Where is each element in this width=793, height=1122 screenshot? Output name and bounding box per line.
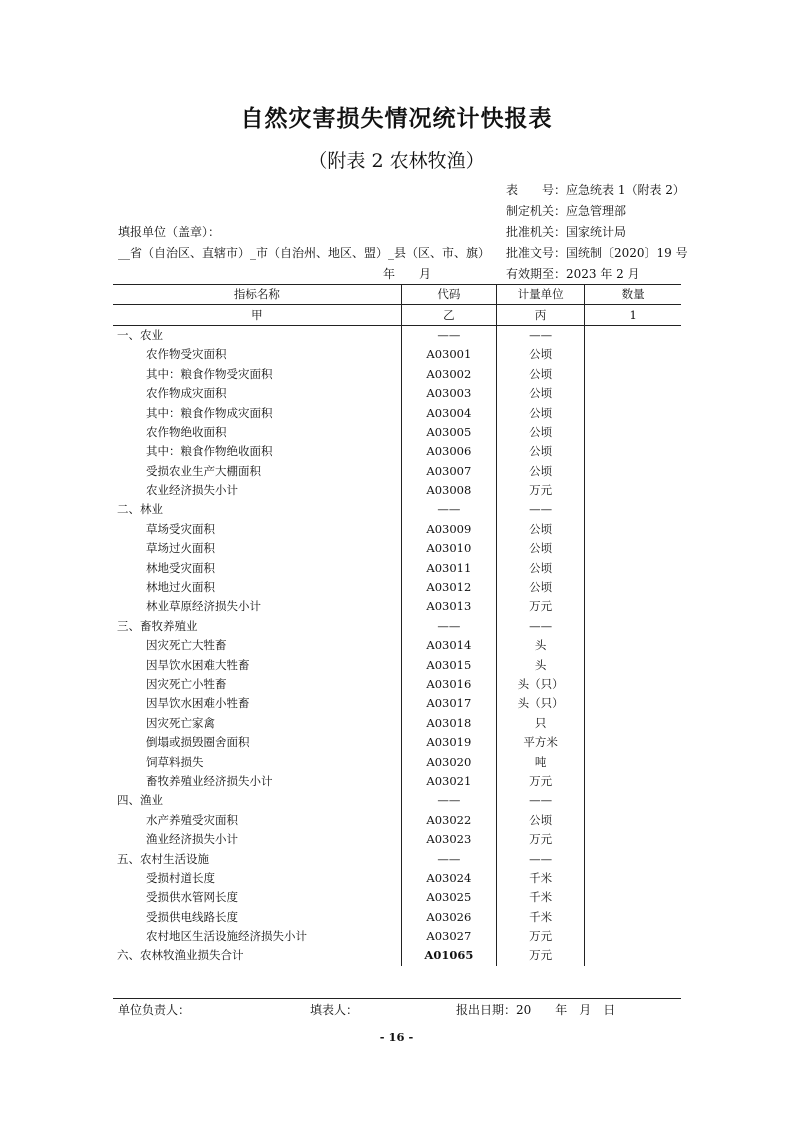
row-quantity-cell[interactable] [585,830,681,849]
table-row [113,908,681,927]
table-bottom-rule [113,998,681,999]
row-quantity-cell[interactable] [585,752,681,771]
table-body [113,325,681,965]
row-quantity-cell[interactable] [585,927,681,946]
table-row [113,752,681,771]
row-quantity-cell[interactable] [585,655,681,674]
row-unit: —— [496,325,584,345]
row-code: A03023 [401,830,496,849]
row-code: —— [401,791,496,810]
row-unit: 千米 [496,908,584,927]
reporting-unit-label: 填报单位（盖章）： [118,225,221,239]
row-indicator-name: 受损供水管网长度 [113,888,401,907]
row-code: A03014 [401,636,496,655]
row-indicator-name: 因旱饮水困难大牲畜 [113,655,401,674]
row-code: A03001 [401,345,496,364]
table-row [113,927,681,946]
row-indicator-name: 农作物绝收面积 [113,423,401,442]
row-unit: 公顷 [496,365,584,384]
row-indicator-name: 畜牧养殖业经济损失小计 [113,772,401,791]
row-code: A03013 [401,597,496,616]
row-quantity-cell[interactable] [585,791,681,810]
row-indicator-name: 草场过火面积 [113,539,401,558]
row-quantity-cell[interactable] [585,578,681,597]
table-row [113,811,681,830]
table-row [113,772,681,791]
row-quantity-cell[interactable] [585,325,681,345]
row-indicator-name: 因旱饮水困难小牲畜 [113,694,401,713]
row-indicator-name: 林地受灾面积 [113,558,401,577]
row-code: A03017 [401,694,496,713]
row-quantity-cell[interactable] [585,636,681,655]
row-quantity-cell[interactable] [585,423,681,442]
row-quantity-cell[interactable] [585,908,681,927]
region-line: __省（自治区、直辖市）_市（自治州、地区、盟）_县（区、市、旗） [118,246,491,260]
row-unit: 公顷 [496,403,584,422]
page-subtitle: （附表 2 农林牧渔） [308,150,485,172]
row-indicator-name: 农村地区生活设施经济损失小计 [113,927,401,946]
form-number: 表 号：应急统表 1（附表 2） [506,183,685,197]
table-row [113,578,681,597]
row-unit: 万元 [496,927,584,946]
row-indicator-name: 四、渔业 [113,791,401,810]
row-indicator-name: 一、农业 [113,325,401,345]
row-indicator-name: 林业草原经济损失小计 [113,597,401,616]
table-row [113,655,681,674]
row-indicator-name: 饲草料损失 [113,752,401,771]
row-code: A03008 [401,481,496,500]
row-unit: 只 [496,714,584,733]
table-row [113,791,681,810]
row-indicator-name: 其中：粮食作物成灾面积 [113,403,401,422]
row-quantity-cell[interactable] [585,811,681,830]
row-indicator-name: 草场受灾面积 [113,520,401,539]
row-unit: —— [496,500,584,519]
table-row [113,694,681,713]
table-row [113,423,681,442]
row-unit: 公顷 [496,811,584,830]
row-unit: 万元 [496,597,584,616]
form-approver: 批准机关：国家统计局 [506,225,627,239]
row-unit: —— [496,617,584,636]
row-unit: 吨 [496,752,584,771]
row-indicator-name: 五、农村生活设施 [113,849,401,868]
row-code: —— [401,849,496,868]
row-unit: 万元 [496,481,584,500]
row-unit: 公顷 [496,578,584,597]
table-row [113,869,681,888]
row-code: A03021 [401,772,496,791]
row-code: A03019 [401,733,496,752]
table-row [113,636,681,655]
table-row [113,520,681,539]
page-title: 自然灾害损失情况统计快报表 [240,106,553,132]
subheader-indicator-name: 甲 [113,305,401,325]
row-code: A03020 [401,752,496,771]
form-authority: 制定机关：应急管理部 [506,204,627,218]
table-row [113,365,681,384]
page-number: - 16 - [379,1030,414,1044]
table-row [113,500,681,519]
form-metadata [506,181,706,286]
row-code: A03016 [401,675,496,694]
row-unit: 千米 [496,869,584,888]
footer-report-date: 报出日期：20 年 月 日 [456,1003,616,1017]
row-indicator-name: 因灾死亡小牲畜 [113,675,401,694]
row-unit: 公顷 [496,539,584,558]
row-indicator-name: 受损农业生产大棚面积 [113,462,401,481]
row-unit: —— [496,849,584,868]
row-indicator-name: 三、畜牧养殖业 [113,617,401,636]
row-quantity-cell[interactable] [585,345,681,364]
row-quantity-cell[interactable] [585,365,681,384]
row-quantity-cell[interactable] [585,500,681,519]
row-code: A03002 [401,365,496,384]
table-row [113,558,681,577]
row-code: A03026 [401,908,496,927]
row-quantity-cell[interactable] [585,772,681,791]
row-indicator-name: 水产养殖受灾面积 [113,811,401,830]
row-quantity-cell[interactable] [585,849,681,868]
table-row [113,617,681,636]
row-code: A03003 [401,384,496,403]
row-unit: 万元 [496,946,584,965]
row-quantity-cell[interactable] [585,946,681,965]
table-row [113,946,681,965]
row-code: A03027 [401,927,496,946]
row-indicator-name: 农业经济损失小计 [113,481,401,500]
row-unit: 公顷 [496,345,584,364]
row-indicator-name: 农作物受灾面积 [113,345,401,364]
row-code: A03010 [401,539,496,558]
row-unit: 头（只） [496,675,584,694]
row-quantity-cell[interactable] [585,714,681,733]
subheader-code: 乙 [401,305,496,325]
row-code: A03012 [401,578,496,597]
footer-filler: 填表人： [310,1003,359,1017]
table-row [113,403,681,422]
footer-unit-head: 单位负责人： [118,1003,191,1017]
row-quantity-cell[interactable] [585,462,681,481]
row-code: A03022 [401,811,496,830]
table-subheader-row [113,305,681,325]
table-row [113,830,681,849]
form-approval-number: 批准文号：国统制〔2020〕19 号 [506,246,688,260]
row-unit: 头 [496,636,584,655]
row-quantity-cell[interactable] [585,869,681,888]
row-quantity-cell[interactable] [585,888,681,907]
row-unit: —— [496,791,584,810]
table-row [113,442,681,461]
row-code: A03009 [401,520,496,539]
row-unit: 平方米 [496,733,584,752]
row-unit: 头（只） [496,694,584,713]
row-unit: 公顷 [496,442,584,461]
row-quantity-cell[interactable] [585,403,681,422]
row-indicator-name: 林地过火面积 [113,578,401,597]
row-unit: 公顷 [496,384,584,403]
table-row [113,462,681,481]
row-indicator-name: 受损供电线路长度 [113,908,401,927]
row-quantity-cell[interactable] [585,520,681,539]
row-unit: 公顷 [496,423,584,442]
row-indicator-name: 因灾死亡家禽 [113,714,401,733]
row-code: A03018 [401,714,496,733]
row-code: A03007 [401,462,496,481]
table-row [113,345,681,364]
row-code: A01065 [401,946,496,965]
row-quantity-cell[interactable] [585,481,681,500]
form-valid-until: 有效期至：2023 年 2 月 [506,267,640,281]
row-code: A03004 [401,403,496,422]
table-row [113,539,681,558]
header-code: 代码 [401,285,496,305]
table-row [113,849,681,868]
subheader-quantity: 1 [585,305,681,325]
row-unit: 公顷 [496,520,584,539]
row-indicator-name: 倒塌或损毁圈舍面积 [113,733,401,752]
row-quantity-cell[interactable] [585,675,681,694]
row-quantity-cell[interactable] [585,558,681,577]
row-code: —— [401,325,496,345]
row-unit: 公顷 [496,462,584,481]
table-row [113,325,681,345]
row-indicator-name: 渔业经济损失小计 [113,830,401,849]
row-code: A03011 [401,558,496,577]
header-quantity: 数量 [585,285,681,305]
table-header-row [113,285,681,305]
row-code: A03024 [401,869,496,888]
row-indicator-name: 因灾死亡大牲畜 [113,636,401,655]
row-code: A03006 [401,442,496,461]
row-unit: 千米 [496,888,584,907]
table-row [113,384,681,403]
header-indicator-name: 指标名称 [113,285,401,305]
row-indicator-name: 受损村道长度 [113,869,401,888]
row-code: A03005 [401,423,496,442]
table-row [113,888,681,907]
table-row [113,597,681,616]
row-unit: 头 [496,655,584,674]
row-quantity-cell[interactable] [585,539,681,558]
row-code: —— [401,617,496,636]
row-indicator-name: 其中：粮食作物绝收面积 [113,442,401,461]
row-indicator-name: 农作物成灾面积 [113,384,401,403]
header-unit: 计量单位 [496,285,584,305]
row-indicator-name: 六、农林牧渔业损失合计 [113,946,401,965]
row-unit: 万元 [496,830,584,849]
row-quantity-cell[interactable] [585,617,681,636]
row-quantity-cell[interactable] [585,442,681,461]
row-quantity-cell[interactable] [585,384,681,403]
year-month-line: 年 月 [383,267,432,281]
row-quantity-cell[interactable] [585,733,681,752]
table-row [113,733,681,752]
subheader-unit: 丙 [496,305,584,325]
row-unit: 公顷 [496,558,584,577]
table-row [113,675,681,694]
row-code: A03015 [401,655,496,674]
row-indicator-name: 其中：粮食作物受灾面积 [113,365,401,384]
row-code: A03025 [401,888,496,907]
row-unit: 万元 [496,772,584,791]
row-quantity-cell[interactable] [585,694,681,713]
row-code: —— [401,500,496,519]
statistics-table [113,285,681,966]
table-row [113,714,681,733]
table-row [113,481,681,500]
row-quantity-cell[interactable] [585,597,681,616]
row-indicator-name: 二、林业 [113,500,401,519]
